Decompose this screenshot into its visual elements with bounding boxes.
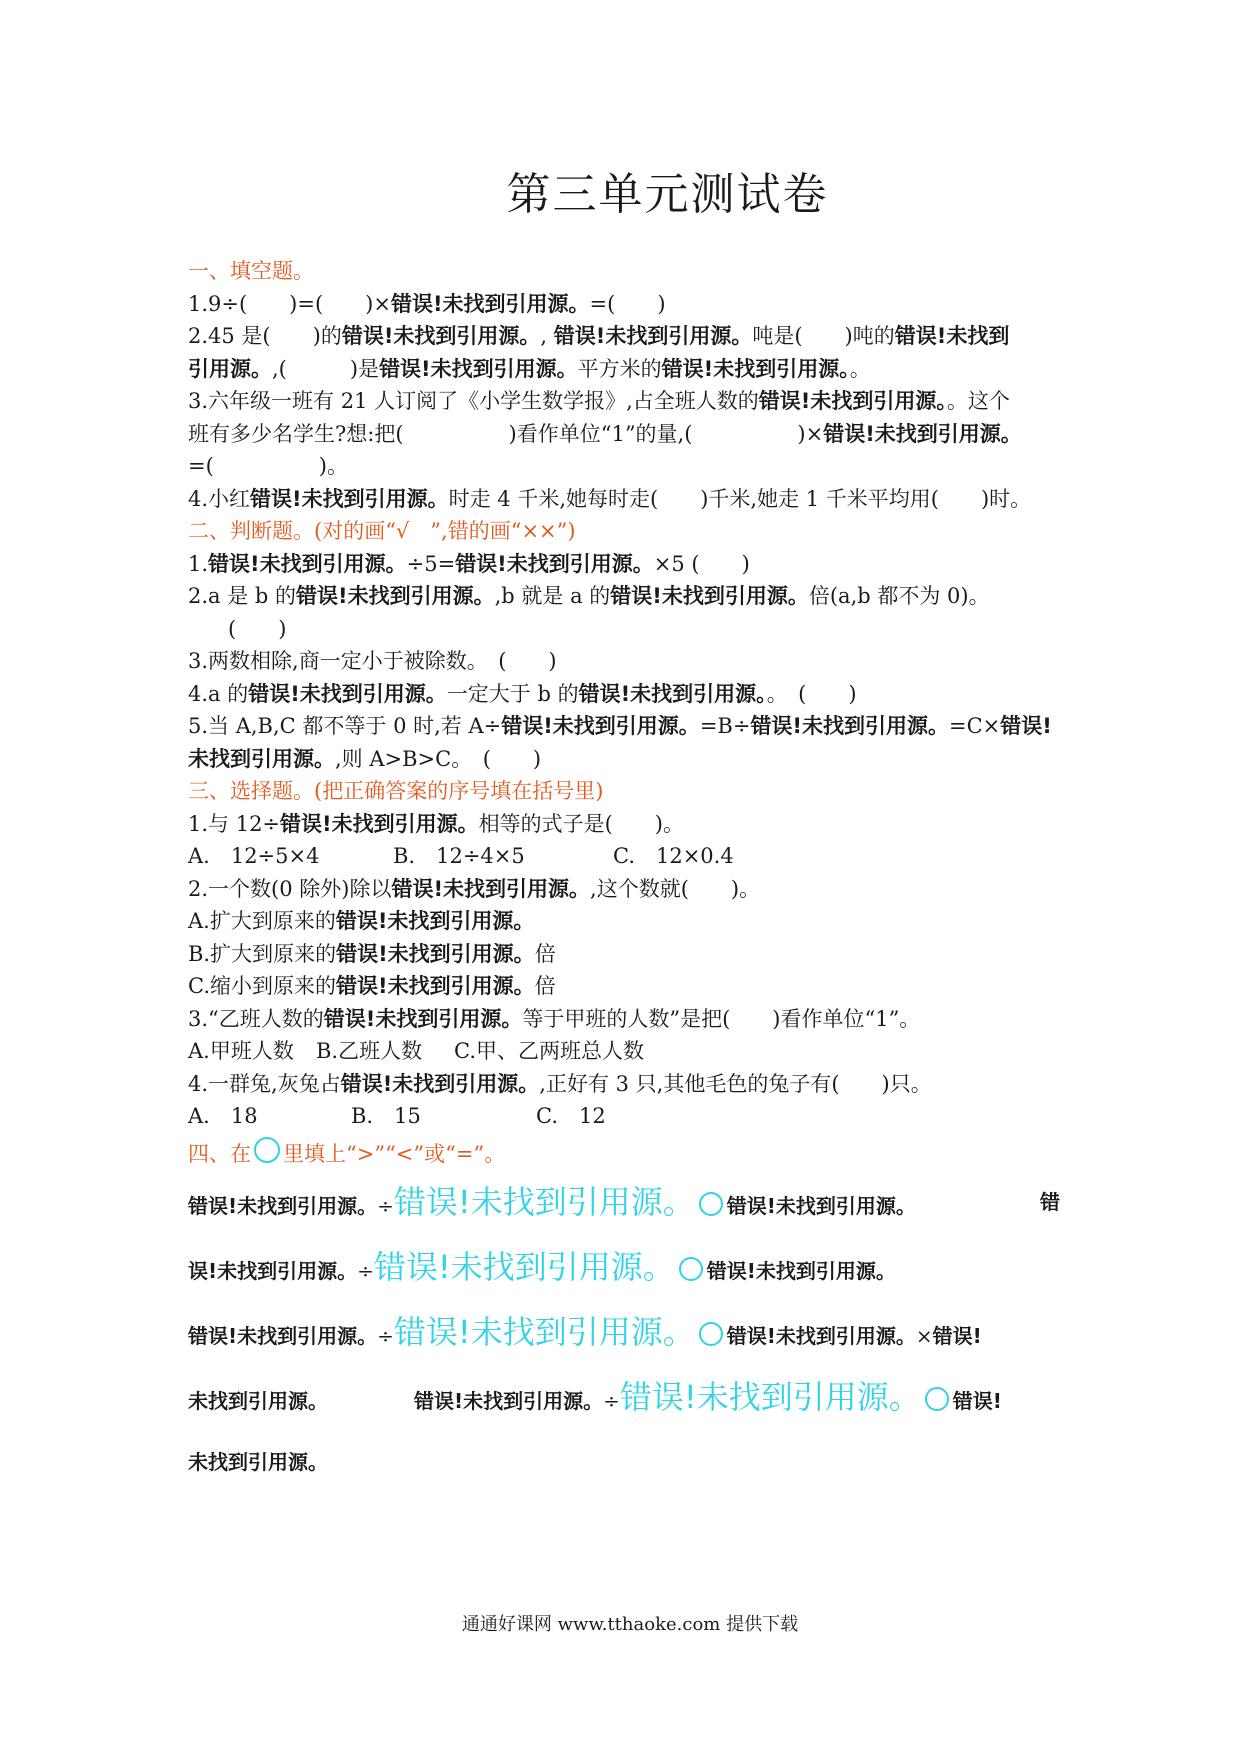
error-ref-part: 未找到引用源。 bbox=[188, 1389, 328, 1413]
error-ref: 错误!未找到引用源。 bbox=[578, 681, 767, 706]
s3-q2-option-a bbox=[188, 905, 1064, 938]
s1-question-3-cont2: =( )。 bbox=[188, 454, 348, 478]
error-ref-part: 错误! bbox=[932, 1324, 982, 1348]
s4-heading-pre: 四、在 bbox=[188, 1141, 251, 1166]
s1-question-1 bbox=[188, 288, 1064, 321]
option-b-tail: 倍 bbox=[534, 941, 556, 966]
s2-q2-text-a: 2.a 是 b 的 bbox=[188, 584, 297, 608]
s1-q4-text-a: 4.小红 bbox=[188, 486, 251, 511]
s2-q1-text-b: ÷5= bbox=[406, 551, 456, 576]
error-ref: 错误!未找到引用源。 bbox=[296, 584, 495, 608]
error-ref: 错误!未找到引用源。 bbox=[336, 974, 535, 998]
error-ref: 错误!未找到引用源。 bbox=[414, 1389, 604, 1413]
error-ref: 错误!未找到引用源。 bbox=[726, 1324, 916, 1348]
s3-q1-text-b: 相等的式子是( )。 bbox=[478, 811, 684, 836]
s1-q2-text-h: 。 bbox=[849, 356, 871, 381]
error-ref-part: 错误! bbox=[1000, 714, 1052, 738]
option-a: A.甲班人数 bbox=[188, 1039, 294, 1063]
s1-question-4 bbox=[188, 483, 1064, 516]
option-b: B. 15 bbox=[351, 1104, 421, 1128]
option-b: B. 12÷4×5 bbox=[393, 844, 525, 868]
s3-q2-text-a: 2.一个数(0 除外)除以 bbox=[188, 876, 392, 901]
s1-q3-text-b: 。这个 bbox=[946, 389, 1010, 413]
error-ref-large: 错误!未找到引用源。 bbox=[373, 1248, 675, 1286]
option-a-text: A.扩大到原来的 bbox=[188, 909, 336, 933]
s3-q4-text-a: 4.一群兔,灰兔占 bbox=[188, 1071, 341, 1096]
error-ref: 错误!未找到引用源。 bbox=[340, 1071, 540, 1096]
error-ref: 错误!未找到引用源。 bbox=[250, 486, 449, 511]
s1-question-3-cont bbox=[188, 418, 1064, 451]
s2-question-2-answer: ( ) bbox=[228, 616, 287, 641]
compare-circle-icon[interactable] bbox=[699, 1322, 723, 1346]
option-c: C. 12 bbox=[536, 1104, 606, 1128]
option-c-tail: 倍 bbox=[534, 974, 556, 998]
s1-q3-text-c: 班有多少名学生?想:把( )看作单位“1”的量,( )× bbox=[188, 421, 824, 446]
s1-q2-text-f: ,( )是 bbox=[272, 356, 380, 381]
error-ref: 错误!未找到引用源。 bbox=[390, 291, 590, 316]
divide-sign: ÷ bbox=[357, 1259, 374, 1283]
error-ref: 错误!未找到引用源。 bbox=[335, 909, 535, 933]
error-ref: 错误!未找到引用源。 bbox=[706, 1259, 896, 1283]
error-ref-part: 未找到引用源。 bbox=[188, 1450, 328, 1474]
s2-q1-text-a: 1. bbox=[188, 551, 209, 576]
s1-q2-text-a: 2.45 是( )的 bbox=[188, 324, 342, 348]
s1-question-2-cont bbox=[188, 353, 1064, 386]
s2-question-4 bbox=[188, 678, 1064, 711]
error-ref: 错误!未找到引用源。 bbox=[336, 941, 535, 966]
section-4-heading bbox=[188, 1137, 1064, 1171]
error-ref: 错误!未找到引用源。 bbox=[341, 324, 541, 348]
error-ref: 错误!未找到引用源。 bbox=[188, 1194, 378, 1218]
s2-question-1 bbox=[188, 548, 1064, 581]
s2-q1-text-c: ×5 ( ) bbox=[653, 551, 750, 576]
error-ref: 错误!未找到引用源。 bbox=[726, 1194, 916, 1218]
error-ref: 错误!未找到引用源。 bbox=[379, 356, 578, 381]
s2-q5-text-f: ,则 A>B>C。 ( ) bbox=[335, 746, 542, 771]
s2-question-3: 3.两数相除,商一定小于被除数。 ( ) bbox=[188, 649, 557, 673]
section-1-heading: 一、填空题。 bbox=[188, 259, 314, 283]
error-ref-large: 错误!未找到引用源。 bbox=[393, 1183, 695, 1221]
s1-q2-text-c: 吨是( )吨的 bbox=[752, 324, 895, 348]
s1-q2-text-g: 平方米的 bbox=[577, 356, 662, 381]
error-ref-part: 引用源。 bbox=[188, 356, 272, 381]
s2-q2-text-c: 倍(a,b 都不为 0)。 bbox=[808, 584, 990, 608]
option-c: C.甲、乙两班总人数 bbox=[454, 1039, 644, 1063]
error-ref: 错误!未找到引用源。 bbox=[208, 551, 407, 576]
s3-q4-text-b: ,正好有 3 只,其他毛色的兔子有( )只。 bbox=[539, 1071, 932, 1096]
error-ref: 错误!未找到引用源。 bbox=[391, 876, 591, 901]
s2-q5-text-b: =B÷ bbox=[699, 714, 751, 738]
page-title: 第三单元测试卷 bbox=[506, 169, 829, 220]
s1-q3-text-a: 3.六年级一班有 21 人订阅了《小学生数学报》,占全班人数的 bbox=[188, 389, 759, 413]
s1-q2-text-b: , bbox=[540, 324, 548, 348]
error-ref-part: 未找到引用源。 bbox=[188, 746, 335, 771]
error-ref-part: 误!未找到引用源。 bbox=[188, 1259, 358, 1283]
error-ref: 错误!未找到引用源。 bbox=[758, 389, 947, 413]
comparison-row-2 bbox=[188, 1235, 1068, 1300]
option-c-text: C.缩小到原来的 bbox=[188, 974, 336, 998]
compare-circle-icon[interactable] bbox=[699, 1192, 723, 1216]
s2-q5-text-a: 5.当 A,B,C 都不等于 0 时,若 A÷ bbox=[188, 714, 502, 738]
error-ref: 错误!未找到引用源。 bbox=[610, 584, 809, 608]
s3-q3-options bbox=[188, 1035, 1064, 1068]
error-ref: 错误!未找到引用源。 bbox=[280, 811, 479, 836]
worksheet-body bbox=[188, 255, 1064, 1170]
option-b-text: B.扩大到原来的 bbox=[188, 941, 337, 966]
s3-q1-options bbox=[188, 840, 1064, 873]
circle-icon bbox=[254, 1137, 280, 1163]
s3-question-4 bbox=[188, 1068, 1064, 1101]
error-ref: 错误!未找到引用源。 bbox=[553, 324, 753, 348]
section-3-heading: 三、选择题。(把正确答案的序号填在括号里) bbox=[188, 779, 604, 803]
divide-sign: ÷ bbox=[603, 1389, 620, 1413]
error-ref: 错误!未找到引用源。 bbox=[750, 714, 950, 738]
option-a: A. 12÷5×4 bbox=[188, 844, 320, 868]
divide-sign: ÷ bbox=[377, 1324, 394, 1348]
error-ref-large: 错误!未找到引用源。 bbox=[393, 1313, 695, 1351]
s3-q3-text-b: 等于甲班的人数”是把( )看作单位“1”。 bbox=[522, 1006, 921, 1031]
option-c: C. 12×0.4 bbox=[613, 844, 734, 868]
s1-question-2 bbox=[188, 320, 1064, 353]
compare-circle-icon[interactable] bbox=[925, 1387, 949, 1411]
comparison-row-4 bbox=[188, 1365, 1068, 1430]
error-ref: 错误!未找到引用源。 bbox=[501, 714, 700, 738]
s2-q5-text-c: =C× bbox=[949, 714, 1001, 738]
s1-question-3 bbox=[188, 385, 1064, 418]
s3-question-2 bbox=[188, 873, 1064, 906]
comparison-row-1 bbox=[188, 1170, 1068, 1235]
times-sign: × bbox=[915, 1324, 933, 1348]
s3-q1-text-a: 1.与 12÷ bbox=[188, 811, 281, 836]
s2-question-5 bbox=[188, 710, 1064, 743]
comparison-row-5 bbox=[188, 1430, 1068, 1495]
compare-circle-icon[interactable] bbox=[679, 1257, 703, 1281]
s2-q4-text-c: 。 ( ) bbox=[766, 681, 857, 706]
error-ref: 错误!未找到引用源。 bbox=[661, 356, 850, 381]
s2-question-2 bbox=[188, 580, 1064, 613]
error-ref: 错误!未找到引用源。 bbox=[455, 551, 654, 576]
error-ref-part: 错误! bbox=[952, 1389, 1002, 1413]
s1-q4-text-b: 时走 4 千米,她每时走( )千米,她走 1 千米平均用( )时。 bbox=[448, 486, 1032, 511]
s3-question-1 bbox=[188, 808, 1064, 841]
s2-q2-text-b: ,b 就是 a 的 bbox=[494, 584, 611, 608]
s2-q4-text-b: 一定大于 b 的 bbox=[446, 681, 579, 706]
s3-q2-option-c bbox=[188, 970, 1064, 1003]
error-ref-part: 错 bbox=[1040, 1190, 1060, 1214]
error-ref: 错误!未找到引用源。 bbox=[188, 1324, 378, 1348]
comparison-row-3 bbox=[188, 1300, 1068, 1365]
s3-question-3 bbox=[188, 1003, 1064, 1036]
s3-q2-text-b: ,这个数就( )。 bbox=[590, 876, 761, 901]
s2-question-5-cont bbox=[188, 743, 1064, 776]
s4-heading-post: 里填上“>”“<”或“=”。 bbox=[283, 1141, 506, 1166]
option-b: B.乙班人数 bbox=[316, 1039, 423, 1063]
s1-q1-text-b: =( ) bbox=[589, 291, 666, 316]
s3-q4-options bbox=[188, 1100, 1064, 1133]
error-ref-part: 错误!未找到 bbox=[894, 324, 1010, 348]
s3-q3-text-a: 3.“乙班人数的 bbox=[188, 1006, 324, 1031]
error-ref: 错误!未找到引用源。 bbox=[823, 421, 1022, 446]
s2-q4-text-a: 4.a 的 bbox=[188, 681, 249, 706]
comparison-area bbox=[188, 1170, 1068, 1495]
error-ref: 错误!未找到引用源。 bbox=[248, 681, 447, 706]
error-ref: 错误!未找到引用源。 bbox=[323, 1006, 523, 1031]
s3-q2-option-b bbox=[188, 938, 1064, 971]
section-2-heading: 二、判断题。(对的画“√ ”,错的画“××”) bbox=[188, 519, 576, 543]
option-a: A. 18 bbox=[188, 1104, 258, 1128]
s1-q1-text-a: 1.9÷( )=( )× bbox=[188, 291, 391, 316]
divide-sign: ÷ bbox=[377, 1194, 394, 1218]
error-ref-large: 错误!未找到引用源。 bbox=[619, 1378, 921, 1416]
footer-credit: 通通好课网 www.tthaoke.com 提供下载 bbox=[461, 1614, 799, 1635]
